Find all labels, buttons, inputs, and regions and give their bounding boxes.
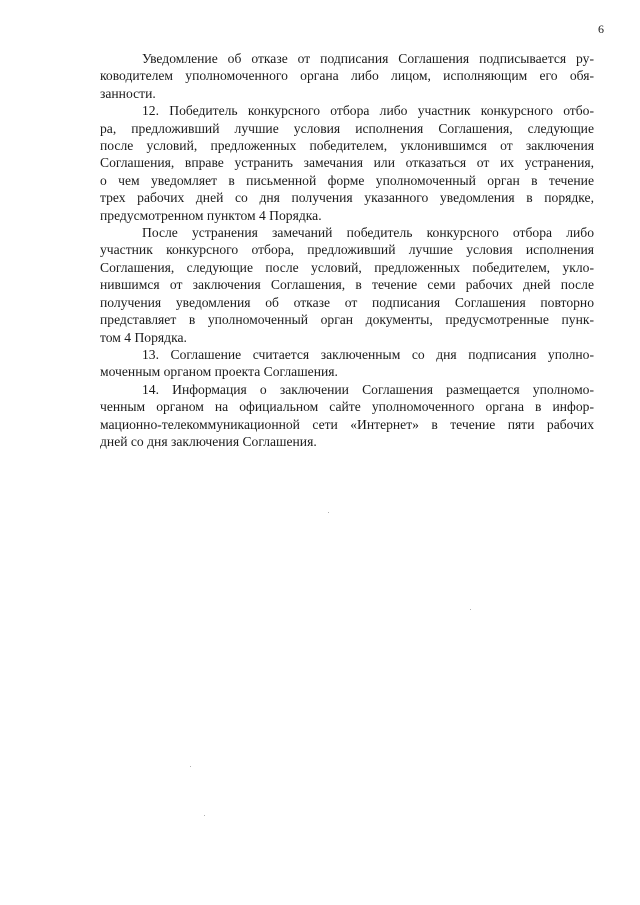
text-line: получения уведомления об отказе от подписания Соглашения повторно [100,294,594,310]
text-line: трех рабочих дней со дня получения указанного уведомления в порядке, [100,190,594,206]
document-body [100,50,594,450]
text-line: 13. Соглашение считается заключенным со дня подписания уполно- [142,346,594,362]
text-line: Уведомление об отказе от подписания Соглашения подписывается ру- [142,51,594,66]
text-line: предусмотренном пунктом 4 Порядка. [100,207,322,223]
text-line: ра, предложивший лучшие условия исполнения Соглашения, следующие [100,120,594,136]
scan-speck [470,609,471,610]
text-line: После устранения замечаний победитель конкурсного отбора либо [142,225,594,241]
text-line: 12. Победитель конкурсного отбора либо участник конкурсного отбо- [142,103,594,119]
text-line: дней со дня заключения Соглашения. [100,433,317,449]
scan-speck [204,815,205,816]
scan-speck [328,512,329,513]
text-line: ченным органом на официальном сайте уполномоченного органа в инфор- [100,399,594,415]
text-line: ководителем уполномоченного органа либо лицом, исполняющим его обя- [100,68,594,84]
text-line: занности. [100,85,156,101]
text-line: Соглашения, следующие после условий, предложенных победителем, укло- [100,259,594,275]
text-line: 14. Информация о заключении Соглашения размещается уполномо- [142,381,594,397]
text-line: нившимся от заключения Соглашения, в течение семи рабочих дней после [100,277,594,293]
text-line: после условий, предложенных победителем, уклонившимся от заключения [100,138,594,154]
text-line: том 4 Порядка. [100,329,187,345]
text-line: участник конкурсного отбора, предложивший лучшие условия исполнения [100,242,594,258]
text-line: мационно-телекоммуникационной сети «Интернет» в течение пяти рабочих [100,416,594,432]
page-number: 6 [598,22,604,36]
scan-speck [190,766,191,767]
text-line: моченным органом проекта Соглашения. [100,364,338,380]
text-line: представляет в уполномоченный орган документы, предусмотренные пунк- [100,312,594,328]
text-line: о чем уведомляет в письменной форме уполномоченный орган в течение [100,172,594,188]
text-line: Соглашения, вправе устранить замечания или отказаться от их устранения, [100,155,594,171]
